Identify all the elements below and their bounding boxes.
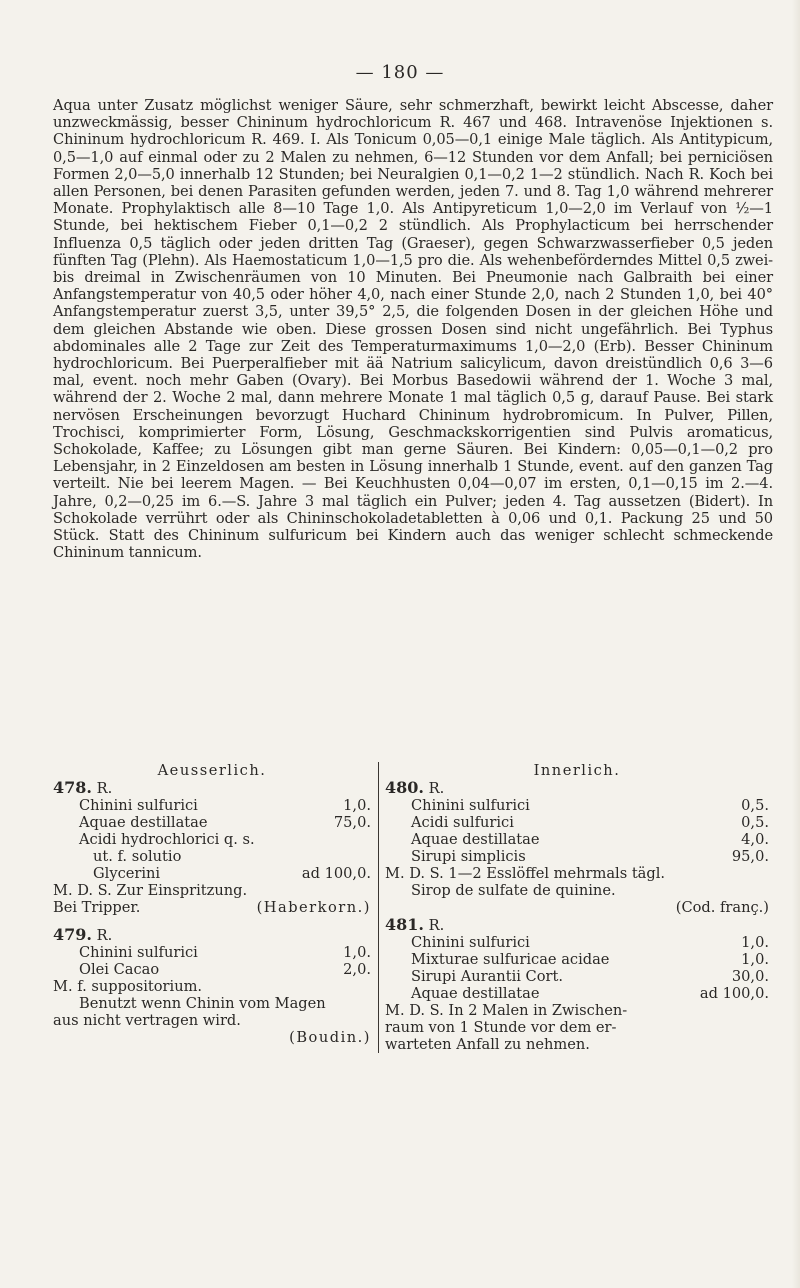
recipe-r: R. <box>96 927 113 944</box>
signatura: raum von 1 Stunde vor dem er- <box>385 1019 617 1036</box>
ingredient-name: Aquae destillatae <box>79 814 208 831</box>
ingredient-line <box>385 951 769 968</box>
ingredient-line: ut. f. solutio <box>93 848 182 865</box>
ingredient-amount: 1,0. <box>343 797 371 814</box>
ingredient-amount: 0,5. <box>741 797 769 814</box>
ingredient-name: Olei Cacao <box>79 961 160 978</box>
recipe-481 <box>385 916 769 1053</box>
ingredient-name: Mixturae sulfuricae acidae <box>411 951 610 968</box>
ingredient-name: Chinini sulfurici <box>79 944 198 961</box>
page-edge <box>792 0 800 1288</box>
ingredient-name: Acidi sulfurici <box>411 814 514 831</box>
ingredient-amount: 75,0. <box>333 814 371 831</box>
usage-text: Bei Tripper. <box>53 899 141 916</box>
ingredient-name: Chinini sulfurici <box>411 797 530 814</box>
ingredient-amount: 1,0. <box>741 951 769 968</box>
ingredient-line: Acidi hydrochlorici q. s. <box>79 831 255 848</box>
ingredient-line <box>53 961 371 978</box>
recipe-r: R. <box>428 780 445 797</box>
author: (Haberkorn.) <box>256 899 371 916</box>
usage-line <box>53 899 371 916</box>
usage-text: Benutzt wenn Chinin vom Magen <box>79 995 326 1012</box>
ingredient-name: Aquae destillatae <box>411 985 540 1002</box>
ingredient-line <box>385 831 769 848</box>
recipe-number: 479. <box>53 925 92 944</box>
recipe-r: R. <box>428 917 445 934</box>
internal-use-column <box>378 762 769 1053</box>
recipe-r: R. <box>96 780 113 797</box>
paragraph-text: Aqua unter Zusatz möglichst weniger Säure, sehr schmerzhaft, bewirkt leicht Abscesse, daher unzweckmässig, besser Chininum hydrochloricum R. 467 und 468. Intravenöse Injektionen s. Chininum hydrochloricum R. 469. I. Als Tonicum 0,05—0,1 einige Male täglich. Als Antitypicum, 0,5—1,0 auf einmal oder zu 2 Malen zu nehmen, 6—12 Stunden vor dem Anfall; bei perniciösen Formen 2,0—5,0 innerhalb 12 Stunden; bei Neuralgien 0,1—0,2 1—2 stündlich. Nach R. Koch bei allen Personen, bei denen Parasiten gefunden werden, jeden 7. und 8. Tag 1,0 während mehrerer Monate. Prophylaktisch alle 8—10 Tage 1,0. Als Antipyreticum 1,0—2,0 im Verlauf von ½—1 Stunde, bei hektischem Fieber 0,1—0,2 2 stündlich. Als Prophylacticum bei herrschender Influenza 0,5 täglich oder jeden dritten Tag (Graeser), gegen Schwarzwasserfieber 0,5 jeden fünften Tag (Plehn). Als Haemostaticum 1,0—1,5 pro die. Als wehenbeförderndes Mittel 0,5 zwei- bis dreimal in Zwischenräumen von 10 Minuten. Bei Pneumonie nach Galbraith bei einer Anfangstemperatur von 40,5 oder höher 4,0, nach einer Stunde 2,0, nach 2 Stunden 1,0, bei 40° Anfangstemperatur zuerst 3,5, unter 39,5° 2,5, die folgenden Dosen in der gleichen Höhe und dem gleichen Abstande wie oben. Diese grossen Dosen sind nicht ungefährlich. Bei Typhus abdominales alle 2 Tage zur Zeit des Temperaturmaximums 1,0—2,0 (Erb). Besser Chininum hydrochloricum. Bei Puerperalfieber mit ää Natrium salicylicum, davon dreistündlich 0,6 3—6 mal, event. noch mehr Gaben (Ovary). Bei Morbus Basedowii während der 1. Woche 3 mal, während der 2. Woche 2 mal, dann mehrere Monate 1 mal täglich 0,5 g, darauf Pause. Bei stark nervösen Erscheinungen bevorzugt Huchard Chininum hydrobromicum. In Pulver, Pillen, Trochisci, komprimierter Form, Lösung, Geschmackskorrigentien sind Pulvis aromaticus, Schokolade, Kaffee; zu Lösungen gibt man gerne Säuren. Bei Kindern: 0,05—0,1—0,2 pro Lebensjahr, in 2 Einzeldosen am besten in Lösung innerhalb 1 Stunde, event. auf den ganzen Tag verteilt. Nie bei leerem Magen. — Bei Keuchhusten 0,04—0,07 im ersten, 0,1—0,15 im 2.—4. Jahre, 0,2—0,25 im 6.—S. Jahre 3 mal täglich ein Pulver; jeden 4. Tag aussetzen (Bidert). In Schokolade verrührt oder als Chininschokoladetabletten à 0,06 und 0,1. Packung 25 und 50 Stück. Statt des Chininum sulfuricum bei Kindern auch das weniger schlecht schmeckende Chininum tannicum. <box>53 97 773 562</box>
ingredient-line <box>53 944 371 961</box>
ingredient-name: Glycerini <box>93 865 161 882</box>
ingredient-amount: ad 100,0. <box>301 865 371 882</box>
recipe-number: 478. <box>53 778 92 797</box>
signatura: M. D. S. 1—2 Esslöffel mehrmals tägl. <box>385 865 666 882</box>
ingredient-name: Aquae destillatae <box>411 831 540 848</box>
ingredient-name: Sirupi simplicis <box>411 848 526 865</box>
signatura: warteten Anfall zu nehmen. <box>385 1036 590 1053</box>
ingredient-amount: ad 100,0. <box>699 985 769 1002</box>
recipe-479 <box>53 926 371 1046</box>
ingredient-name: Chinini sulfurici <box>411 934 530 951</box>
ingredient-line <box>385 848 769 865</box>
french-name: Sirop de sulfate de quinine. <box>411 882 616 899</box>
ingredient-line <box>53 865 371 882</box>
ingredient-line <box>53 797 371 814</box>
ingredient-amount: 0,5. <box>741 814 769 831</box>
recipe-number: 481. <box>385 915 424 934</box>
signatura: M. D. S. In 2 Malen in Zwischen- <box>385 1002 628 1019</box>
recipe-480 <box>385 779 769 916</box>
internal-heading: Innerlich. <box>533 762 621 779</box>
ingredient-amount: 4,0. <box>741 831 769 848</box>
ingredient-amount: 95,0. <box>731 848 769 865</box>
page-number: — 180 — <box>355 62 445 83</box>
ingredient-name: Sirupi Aurantii Cort. <box>411 968 563 985</box>
source: (Cod. franç.) <box>675 899 769 916</box>
ingredient-line <box>385 797 769 814</box>
external-use-column <box>53 762 371 1046</box>
ingredient-line <box>385 814 769 831</box>
ingredient-amount: 2,0. <box>343 961 371 978</box>
author: (Boudin.) <box>289 1029 371 1046</box>
usage-text: aus nicht vertragen wird. <box>53 1012 241 1029</box>
recipe-478 <box>53 779 371 916</box>
main-paragraph <box>53 97 773 561</box>
signatura: M. f. suppositorium. <box>53 978 203 995</box>
recipe-number: 480. <box>385 778 424 797</box>
ingredient-name: Chinini sulfurici <box>79 797 198 814</box>
ingredient-amount: 1,0. <box>343 944 371 961</box>
ingredient-line <box>53 814 371 831</box>
ingredient-line <box>385 985 769 1002</box>
signatura: M. D. S. Zur Einspritzung. <box>53 882 248 899</box>
ingredient-line <box>385 934 769 951</box>
ingredient-amount: 1,0. <box>741 934 769 951</box>
ingredient-line <box>385 968 769 985</box>
ingredient-amount: 30,0. <box>731 968 769 985</box>
external-heading: Aeusserlich. <box>157 762 267 779</box>
